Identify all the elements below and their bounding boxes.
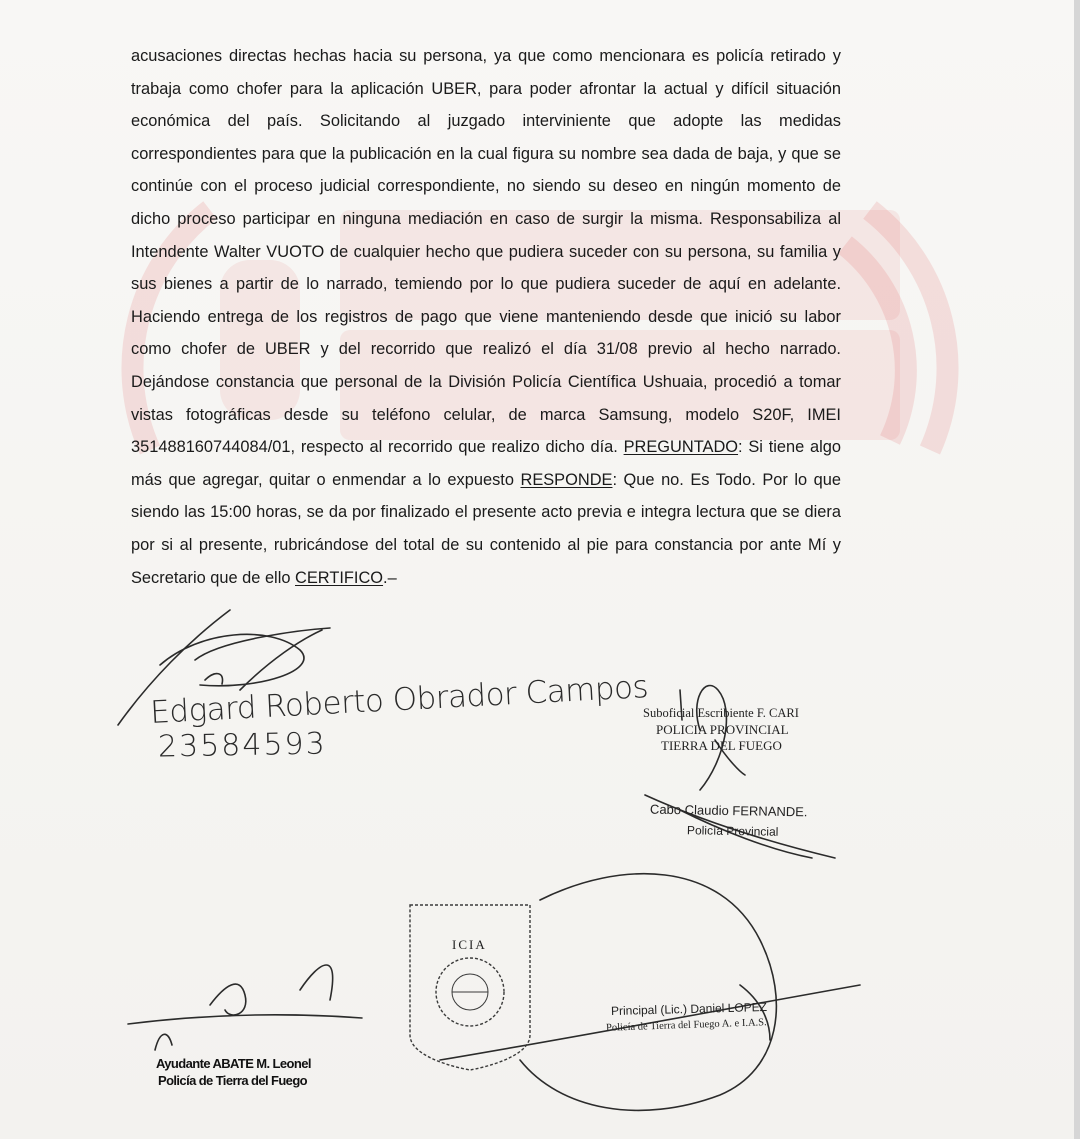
paragraph-text-1: acusaciones directas hechas hacia su persona, ya que como mencionara es policía retirado y trabaja como chofer para la aplicación UBER, para poder afrontar la actual y difícil situación económica del país. Solicitando al juzgado interviniente que adopte las medidas correspondientes para que la publicación en la cual figura su nombre sea dada de baja, y que se continúe con el proceso judicial correspondiente, no siendo su deseo en ningún momento de dicho proceso participar en ninguna mediación en caso de surgir la misma. Responsabiliza al Intendente Walter VUOTO de cualquier hecho que pudiera suceder con su persona, su familia y sus bienes a partir de lo narrado, temiendo por lo que pudiera suceder de aquí en adelante. Haciendo entrega de los registros de pago que viene manteniendo desde que inició su labor como chofer de UBER y del recorrido que realizó el día 31/08 previo al hecho narrado. Dejándose constancia que personal de la División Policía Científica Ushuaia, procedió a tomar vistas fotográficas desde su teléfono celular, de marca Samsung, modelo S20F, IMEI 351488160744084/01, respecto al recorrido que realizo dicho día. [131,47,841,457]
keyword-certifico: CERTIFICO [295,568,384,587]
officer-1-stamp-line-2: POLICIA PROVINCIAL [656,722,789,737]
paragraph-text-3: : Que no. Es Todo. Por lo que siendo las 15:00 horas, se da por finalizado el presente acto previa e integra lectura que se diera por si al presente, rubricándose del total de su contenido al pie para constancia por ante Mí y Secretario que de ello [131,470,841,587]
officer-2-stamp-line-2: Policía Provincial [686,823,779,839]
officer-4-stamp-line-1: Principal (Lic.) Daniel LOPEZ [610,999,768,1019]
officer-3-stamp-line-1: Ayudante ABATE M. Leonel [156,1056,311,1071]
officer-1-stamp-line-3: TIERRA DEL FUEGO [661,738,782,753]
keyword-preguntado: PREGUNTADO [623,438,739,457]
page-edge [1074,0,1080,1139]
officer-2-stamp-line-1: Cabo Claudio FERNANDE. [649,801,808,820]
declarant-handwritten-id: 23584593 [157,726,327,765]
declarant-handwritten-name: Edgard Roberto Obrador Campos [149,668,649,732]
officer-1-stamp-line-1: Suboficial Escribiente F. CARI [643,706,799,720]
officer-3-stamp-line-2: Policía de Tierra del Fuego [158,1073,307,1088]
seal-center-text: ICIA [452,937,487,952]
keyword-responde: RESPONDE [520,470,613,489]
paragraph-text-4: .– [383,568,397,587]
officer-4-stamp-line-2: Policía de Tierra del Fuego A. e I.A.S. [605,1017,767,1034]
paragraph-text-2: : Si tiene algo más que agregar, quitar o enmendar a lo expuesto [131,438,841,489]
